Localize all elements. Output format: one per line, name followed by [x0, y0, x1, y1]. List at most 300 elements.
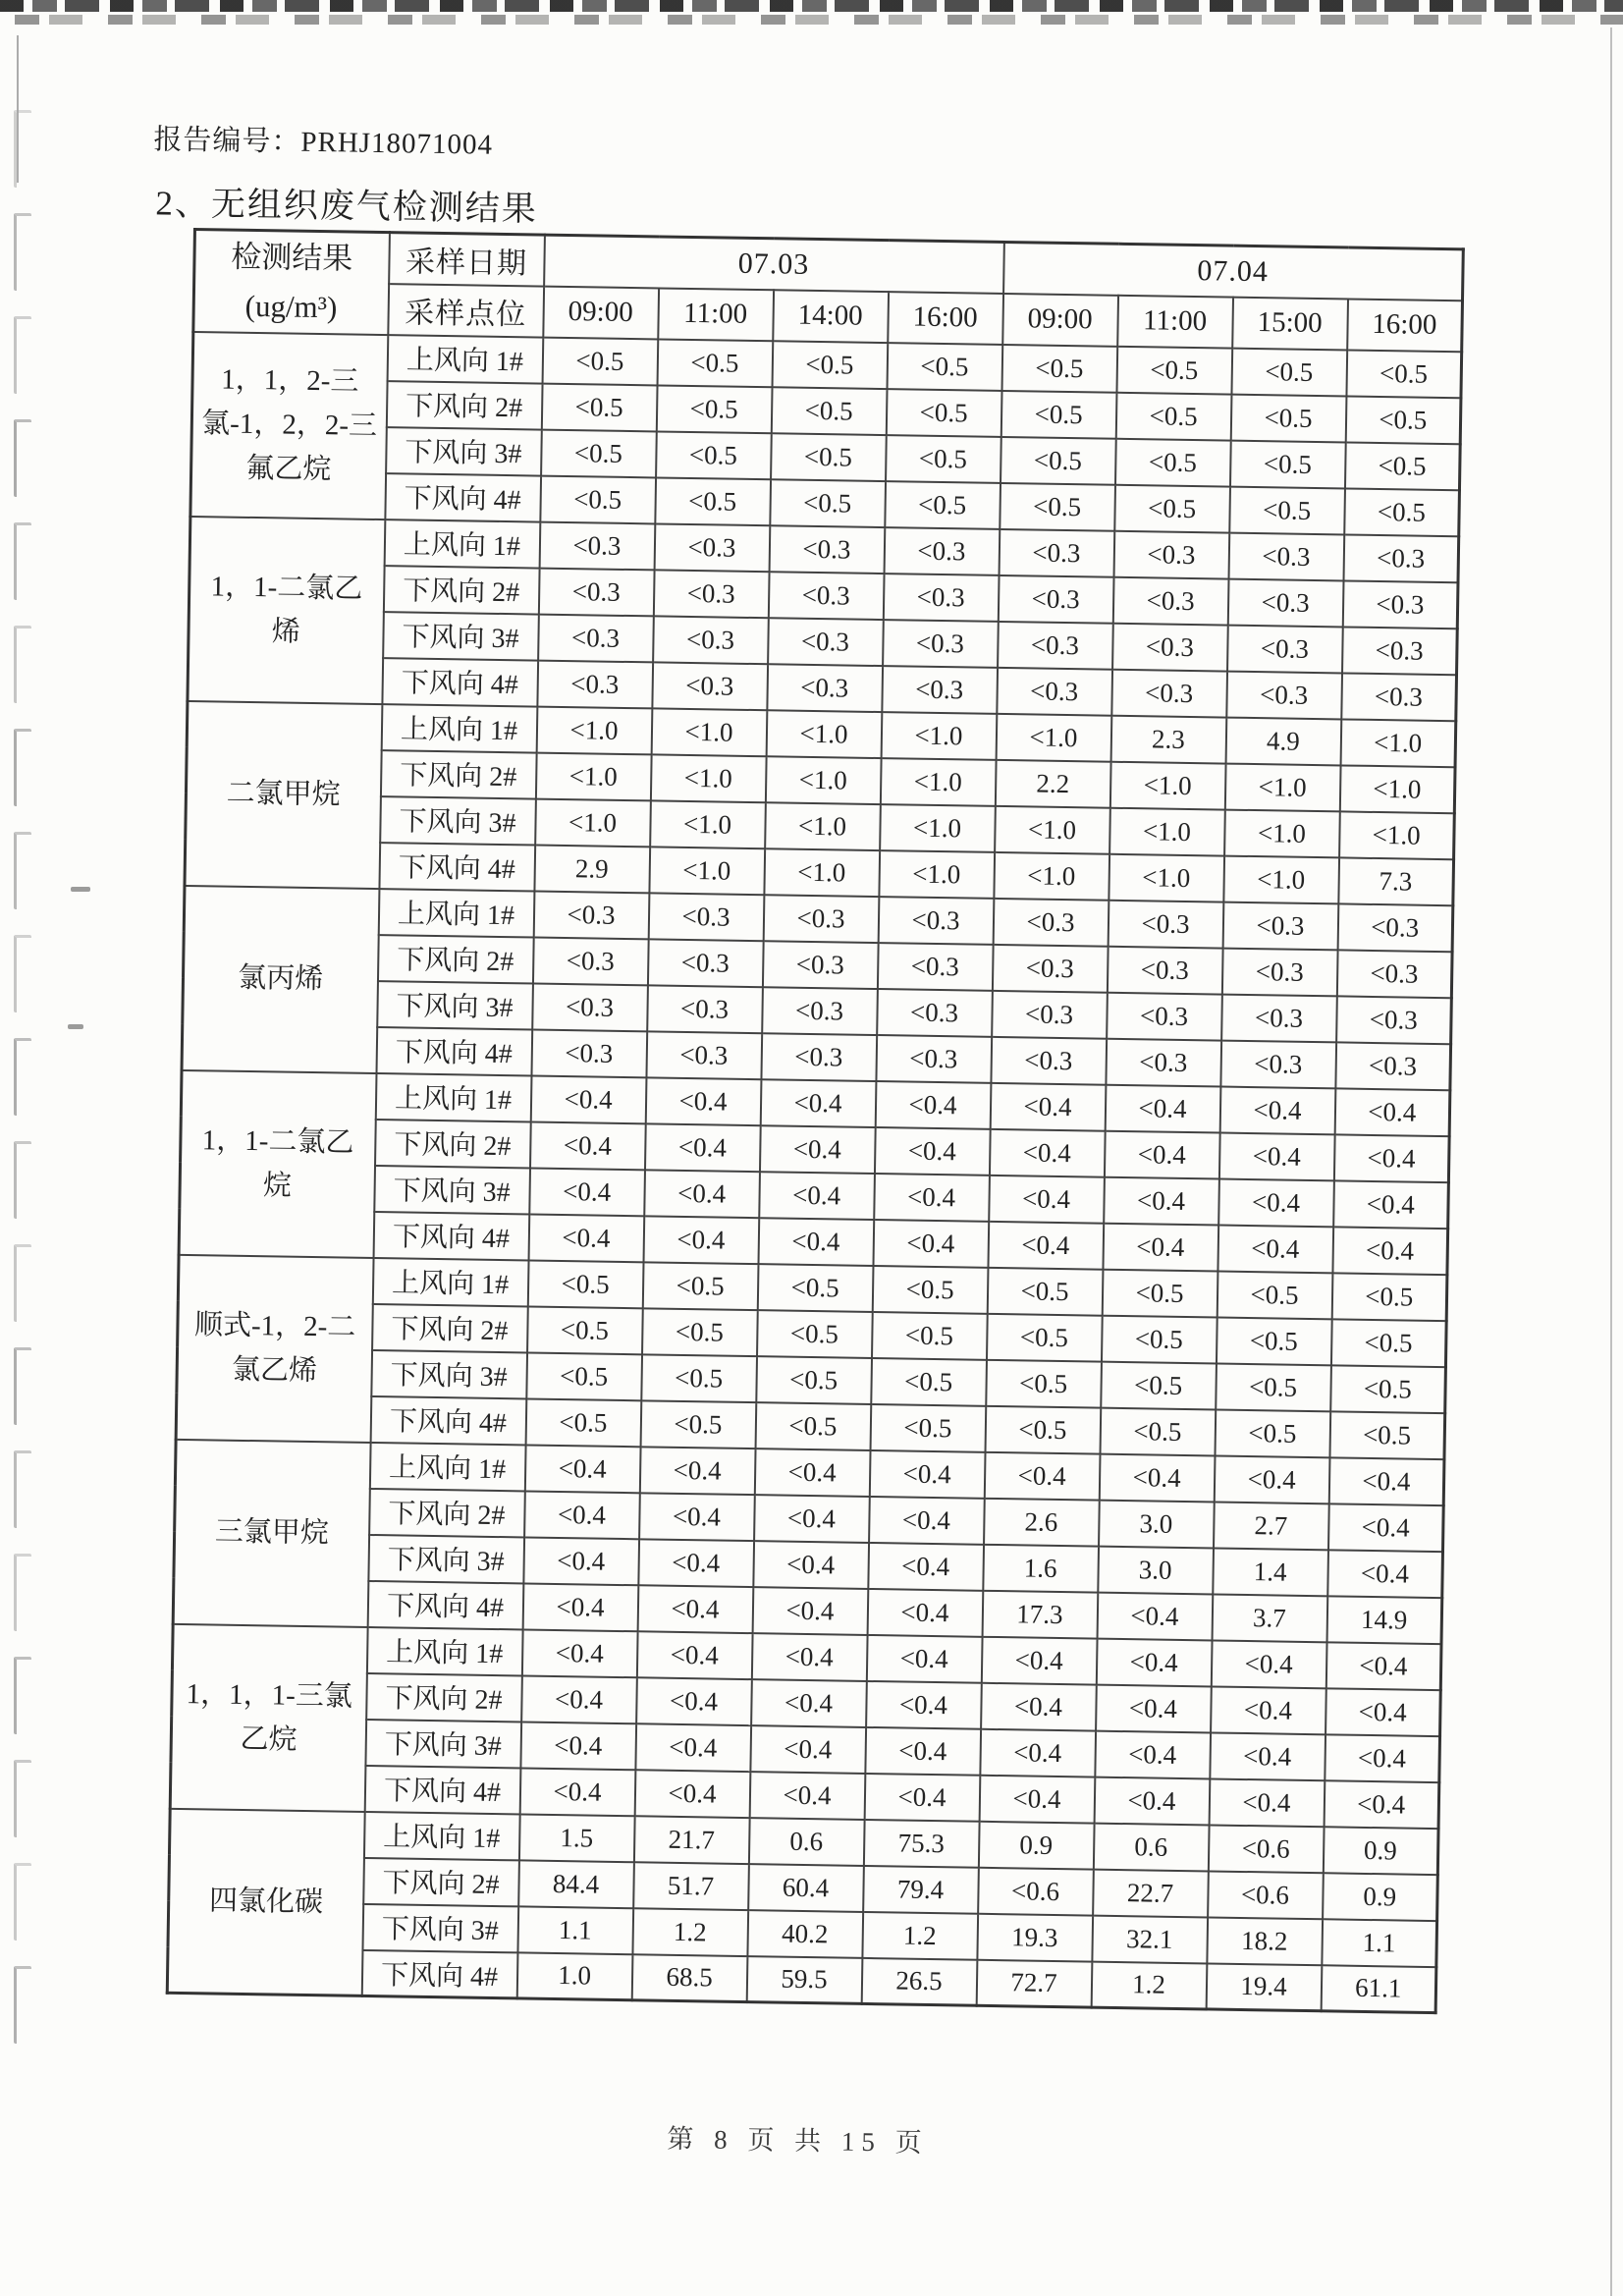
value-cell: <0.3 [538, 568, 654, 616]
value-cell: <1.0 [994, 851, 1109, 900]
value-cell: 60.4 [748, 1864, 864, 1912]
time-header: 15:00 [1232, 297, 1348, 350]
value-cell: <0.4 [521, 1675, 637, 1723]
value-cell: 7.3 [1338, 857, 1454, 905]
value-cell: <0.4 [1210, 1732, 1325, 1780]
value-cell: <0.4 [1104, 1130, 1219, 1178]
value-cell: 1.5 [518, 1814, 634, 1862]
analyte-cell: 二氯甲烷 [185, 700, 382, 888]
value-cell: <0.5 [872, 1311, 988, 1359]
value-cell: <1.0 [765, 802, 881, 850]
value-cell: <0.4 [752, 1587, 868, 1635]
corner-line1: 检测结果 [231, 239, 353, 276]
value-cell: <0.4 [988, 1221, 1104, 1269]
value-cell: 84.4 [518, 1860, 634, 1908]
analyte-cell: 氯丙烯 [182, 885, 379, 1072]
value-cell: <0.3 [997, 667, 1112, 715]
value-cell: <0.5 [540, 475, 656, 523]
value-cell: <0.4 [1103, 1223, 1218, 1271]
value-cell: <0.5 [1116, 346, 1232, 394]
value-cell: <0.3 [539, 521, 655, 570]
value-cell: <0.3 [1221, 994, 1337, 1042]
value-cell: <1.0 [995, 805, 1110, 853]
value-cell: 32.1 [1092, 1915, 1208, 1963]
value-cell: <0.4 [750, 1725, 866, 1774]
value-cell: <0.4 [873, 1220, 989, 1268]
value-cell: <0.4 [984, 1451, 1100, 1500]
value-cell: <0.3 [876, 1035, 992, 1083]
analyte-cell: 1，1，2-三氯-1，2，2-三氟乙烷 [190, 332, 388, 519]
time-header: 16:00 [1347, 299, 1463, 352]
value-cell: <1.0 [650, 754, 766, 802]
value-cell: <0.5 [987, 1267, 1103, 1315]
point-cell: 下风向 3# [365, 1719, 521, 1767]
time-header: 11:00 [1117, 295, 1233, 348]
value-cell: <0.3 [1112, 623, 1228, 671]
value-cell: <0.4 [1094, 1777, 1210, 1825]
value-cell: <0.5 [1101, 1315, 1217, 1363]
value-cell: <0.5 [756, 1356, 872, 1404]
value-cell: <0.5 [1345, 396, 1461, 444]
value-cell: <0.4 [644, 1123, 760, 1172]
value-cell: <0.5 [541, 429, 657, 477]
value-cell: <0.4 [1328, 1503, 1444, 1552]
value-cell: <0.4 [867, 1588, 983, 1636]
value-cell: <0.4 [636, 1677, 752, 1725]
value-cell: 59.5 [746, 1956, 862, 2004]
value-cell: <0.4 [1325, 1642, 1441, 1690]
point-cell: 下风向 3# [383, 612, 539, 660]
value-cell: <0.3 [1107, 992, 1222, 1040]
value-cell: <0.3 [1108, 900, 1223, 948]
value-cell: <1.0 [766, 710, 882, 758]
analyte-cell: 顺式-1，2-二氯乙烯 [176, 1254, 373, 1442]
point-cell: 上风向 1# [387, 335, 543, 383]
value-cell: <1.0 [535, 798, 651, 847]
value-cell: <0.5 [1101, 1361, 1217, 1409]
value-cell: 14.9 [1326, 1596, 1442, 1644]
value-cell: 2.7 [1214, 1502, 1329, 1550]
analyte-cell: 四氯化碳 [167, 1808, 364, 1995]
value-cell: <0.3 [882, 666, 998, 714]
value-cell: <1.0 [1109, 853, 1224, 902]
value-cell: <0.3 [1106, 1038, 1221, 1086]
point-cell: 下风向 4# [376, 1027, 532, 1075]
value-cell: <0.4 [1211, 1686, 1326, 1734]
value-cell: <0.5 [1331, 1273, 1447, 1321]
value-cell: <0.3 [532, 937, 648, 985]
section-title: 2、无组织废气检测结果 [155, 184, 539, 229]
value-cell: <0.3 [878, 897, 994, 945]
value-cell: <0.3 [538, 614, 654, 662]
value-cell: <0.4 [1095, 1730, 1211, 1778]
point-cell: 下风向 3# [377, 981, 533, 1029]
value-cell: <0.4 [1333, 1134, 1449, 1182]
value-cell: <0.4 [1096, 1638, 1212, 1686]
value-cell: <0.5 [772, 341, 888, 389]
value-cell: <0.4 [874, 1174, 990, 1222]
value-cell: <0.5 [1344, 488, 1460, 536]
value-cell: <0.5 [642, 1262, 758, 1310]
analyte-cell: 1，1-二氯乙烯 [188, 516, 385, 703]
value-cell: 1.6 [983, 1544, 1099, 1592]
value-cell: <0.5 [871, 1357, 987, 1405]
value-cell: <0.5 [1231, 348, 1347, 396]
value-cell: <0.4 [635, 1723, 751, 1772]
value-cell: <0.5 [755, 1402, 871, 1450]
value-cell: <0.4 [1219, 1086, 1335, 1134]
value-cell: <0.4 [754, 1449, 870, 1497]
value-cell: 3.0 [1098, 1546, 1214, 1594]
value-cell: <0.5 [657, 339, 773, 387]
value-cell: <0.3 [877, 989, 993, 1037]
value-cell: 72.7 [976, 1959, 1092, 2007]
value-cell: <0.5 [656, 385, 772, 433]
value-cell: <0.3 [1341, 673, 1457, 721]
value-cell: <0.4 [524, 1445, 640, 1493]
value-cell: 18.2 [1207, 1917, 1323, 1965]
value-cell: 1.2 [632, 1908, 748, 1956]
value-cell: <0.4 [868, 1542, 984, 1590]
value-cell: <0.3 [992, 990, 1108, 1038]
corner-header [193, 230, 390, 335]
date-header-0703: 07.03 [544, 235, 1004, 293]
value-cell: <0.3 [532, 983, 648, 1031]
value-cell: <0.4 [521, 1629, 637, 1677]
value-cell: <0.3 [531, 1029, 647, 1077]
time-header: 16:00 [888, 292, 1003, 345]
point-cell: 下风向 3# [386, 427, 542, 475]
value-cell: <0.4 [645, 1077, 761, 1125]
value-cell: <0.3 [652, 662, 768, 710]
value-cell: <0.4 [1218, 1132, 1334, 1180]
value-cell: 3.0 [1099, 1500, 1215, 1548]
value-cell: <0.4 [754, 1495, 870, 1543]
value-cell: <0.5 [887, 343, 1002, 391]
value-cell: 2.6 [984, 1498, 1100, 1546]
value-cell: <0.4 [634, 1770, 750, 1818]
value-cell: <0.3 [1227, 578, 1343, 627]
corner-line2: (ug/m³) [244, 288, 338, 325]
time-header: 09:00 [543, 286, 659, 339]
analyte-cell: 1，1-二氯乙烷 [179, 1069, 376, 1257]
value-cell: <0.5 [655, 477, 771, 525]
value-cell: <0.3 [761, 1033, 877, 1081]
value-cell: <0.5 [770, 479, 886, 527]
value-cell: 51.7 [633, 1862, 749, 1910]
point-cell: 下风向 3# [362, 1903, 518, 1951]
point-cell: 上风向 1# [372, 1258, 528, 1306]
value-cell: <0.4 [989, 1175, 1105, 1223]
value-cell: <0.5 [1102, 1269, 1217, 1317]
value-cell: <0.3 [1112, 576, 1228, 625]
value-cell: <0.3 [883, 574, 999, 622]
value-cell: <1.0 [649, 847, 765, 895]
value-cell: <1.0 [1340, 719, 1456, 767]
value-cell: <0.5 [1329, 1411, 1445, 1459]
value-cell: <0.3 [1221, 948, 1337, 996]
value-cell: <0.4 [751, 1633, 867, 1681]
value-cell: <0.3 [768, 572, 884, 620]
value-cell: <0.3 [1342, 627, 1458, 675]
point-cell: 上风向 1# [363, 1811, 519, 1859]
point-cell: 下风向 4# [364, 1765, 520, 1813]
value-cell: <0.5 [872, 1265, 988, 1313]
value-cell: <0.4 [1327, 1550, 1443, 1598]
point-cell: 下风向 2# [377, 935, 533, 983]
point-cell: 上风向 1# [375, 1073, 531, 1121]
value-cell: <0.3 [993, 898, 1109, 946]
value-cell: <1.0 [651, 708, 767, 756]
value-cell: <0.3 [999, 528, 1114, 576]
value-cell: <0.3 [769, 525, 885, 574]
point-cell: 下风向 2# [372, 1303, 528, 1351]
value-cell: <0.3 [884, 527, 1000, 575]
point-cell: 上风向 1# [369, 1442, 525, 1490]
point-cell: 下风向 2# [363, 1857, 519, 1905]
value-cell: <0.4 [530, 1075, 646, 1123]
value-cell: <0.4 [865, 1726, 981, 1775]
value-cell: <0.4 [1097, 1592, 1213, 1640]
value-cell: 61.1 [1321, 1965, 1436, 2013]
value-cell: <0.4 [1218, 1178, 1334, 1227]
point-cell: 下风向 2# [366, 1672, 522, 1721]
value-cell: <0.4 [519, 1768, 635, 1816]
value-cell: <0.5 [1216, 1363, 1331, 1411]
value-cell: <0.4 [1324, 1780, 1439, 1829]
value-cell: 21.7 [633, 1816, 749, 1864]
value-cell: <0.4 [520, 1722, 636, 1770]
page-footer: 第 8 页 共 15 页 [667, 2123, 929, 2158]
value-cell: 1.4 [1213, 1548, 1328, 1596]
value-cell: <0.5 [1001, 436, 1116, 484]
value-cell: <0.5 [771, 387, 887, 435]
point-cell: 下风向 2# [386, 381, 542, 429]
point-cell: 下风向 4# [379, 843, 535, 891]
value-cell: 40.2 [747, 1910, 863, 1958]
value-cell: <1.0 [650, 800, 766, 848]
value-cell: <0.3 [1228, 532, 1344, 580]
value-cell: 19.3 [977, 1913, 1093, 1961]
value-cell: 26.5 [861, 1957, 977, 2005]
value-cell: <0.4 [990, 1082, 1106, 1130]
value-cell: <0.3 [1336, 950, 1452, 998]
value-cell: <0.3 [653, 570, 769, 618]
value-cell: <0.4 [875, 1081, 991, 1129]
value-cell: <0.4 [639, 1447, 755, 1495]
value-cell: <0.4 [759, 1125, 875, 1174]
value-cell: 1.2 [1091, 1961, 1207, 2009]
value-cell: <0.3 [647, 939, 763, 987]
value-cell: <0.5 [1230, 394, 1346, 442]
value-cell: <0.3 [1107, 946, 1222, 994]
value-cell: <1.0 [536, 706, 652, 754]
value-cell: <1.0 [1339, 811, 1455, 859]
value-cell: <0.4 [989, 1128, 1105, 1176]
value-cell: <0.5 [527, 1306, 643, 1354]
value-cell: <0.4 [1217, 1225, 1333, 1273]
value-cell: <0.5 [640, 1400, 756, 1449]
value-cell: <0.3 [1335, 1042, 1451, 1090]
value-cell: <0.3 [654, 523, 770, 572]
value-cell: 1.0 [516, 1952, 632, 2000]
value-cell: <0.3 [992, 944, 1108, 992]
value-cell: <0.5 [1330, 1319, 1446, 1367]
value-cell: <0.4 [1214, 1455, 1329, 1503]
results-table [166, 228, 1465, 2014]
value-cell: <0.4 [760, 1079, 876, 1127]
point-cell: 下风向 4# [385, 473, 541, 521]
point-cell: 下风向 4# [373, 1212, 529, 1260]
point-cell: 上风向 1# [378, 889, 534, 937]
value-cell: <0.4 [637, 1585, 753, 1633]
value-cell: <0.3 [767, 664, 883, 712]
value-cell: 19.4 [1206, 1963, 1322, 2011]
value-cell: <0.5 [1001, 390, 1116, 438]
point-cell: 下风向 4# [370, 1395, 526, 1444]
value-cell: <0.3 [762, 941, 878, 989]
point-cell: 下风向 4# [382, 658, 538, 706]
value-cell: 0.9 [1323, 1873, 1438, 1921]
value-cell: <0.5 [885, 481, 1001, 529]
value-cell: <1.0 [1339, 765, 1455, 813]
value-cell: <0.5 [1001, 344, 1117, 392]
value-cell: 2.9 [534, 845, 650, 893]
value-cell: <1.0 [1224, 763, 1340, 811]
value-cell: 68.5 [631, 1954, 747, 2002]
value-cell: <1.0 [879, 850, 995, 899]
value-cell: <0.4 [869, 1496, 985, 1544]
value-cell: <0.3 [1113, 530, 1229, 578]
value-cell: <0.4 [864, 1773, 980, 1821]
value-cell: <1.0 [764, 848, 880, 897]
value-cell: <0.4 [1099, 1453, 1215, 1502]
value-cell: <0.4 [759, 1172, 875, 1220]
value-cell: <0.5 [1115, 392, 1231, 440]
value-cell: <0.4 [522, 1583, 638, 1631]
value-cell: <1.0 [1224, 809, 1340, 857]
value-cell: <0.3 [1220, 1040, 1336, 1088]
point-cell: 下风向 2# [383, 566, 539, 614]
value-cell: 0.6 [748, 1818, 864, 1866]
value-cell: <0.4 [524, 1491, 640, 1539]
value-cell: <0.4 [979, 1775, 1095, 1823]
value-cell: <0.4 [523, 1537, 639, 1585]
point-cell: 上风向 1# [381, 704, 537, 752]
point-cell: 下风向 2# [375, 1120, 531, 1168]
value-cell: <0.4 [1334, 1088, 1450, 1136]
value-cell: <0.5 [526, 1352, 642, 1400]
value-cell: <0.4 [643, 1216, 759, 1264]
point-cell: 下风向 2# [369, 1488, 525, 1536]
value-cell: <1.0 [880, 804, 996, 852]
value-cell: <0.5 [642, 1308, 758, 1356]
value-cell: <0.5 [870, 1403, 986, 1451]
value-cell: <0.5 [1217, 1271, 1332, 1319]
value-cell: <0.4 [866, 1680, 982, 1728]
value-cell: 0.9 [978, 1821, 1094, 1869]
value-cell: 17.3 [982, 1590, 1098, 1638]
sample-date-header: 采样日期 [389, 233, 545, 286]
value-cell: <1.0 [880, 758, 996, 806]
value-cell: <0.4 [638, 1539, 754, 1587]
point-cell: 下风向 3# [368, 1534, 524, 1582]
value-cell: <0.4 [753, 1541, 869, 1589]
value-cell: <0.4 [749, 1772, 865, 1820]
point-cell: 下风向 3# [380, 796, 536, 845]
point-cell: 下风向 4# [361, 1949, 517, 1997]
value-cell: <1.0 [1223, 855, 1339, 903]
value-cell: <1.0 [765, 756, 881, 804]
value-cell: <0.3 [1342, 580, 1458, 629]
value-cell: <0.3 [998, 621, 1113, 669]
value-cell: <0.4 [758, 1218, 874, 1266]
value-cell: <0.4 [1333, 1180, 1449, 1229]
value-cell: <0.5 [985, 1405, 1101, 1453]
value-cell: <0.5 [757, 1264, 873, 1312]
value-cell: <0.3 [1337, 903, 1453, 952]
point-cell: 下风向 3# [371, 1349, 527, 1397]
value-cell: <0.4 [1332, 1227, 1448, 1275]
value-cell: <0.5 [1216, 1317, 1331, 1365]
value-cell: <0.5 [1229, 486, 1345, 534]
sample-point-header: 采样点位 [388, 284, 544, 337]
date-header-0704: 07.04 [1003, 242, 1464, 300]
value-cell: <0.4 [751, 1679, 867, 1727]
value-cell: <0.3 [1227, 625, 1343, 673]
value-cell: <0.4 [874, 1127, 990, 1175]
value-cell: <0.3 [1222, 902, 1338, 950]
value-cell: <0.4 [981, 1682, 1097, 1730]
value-cell: <0.5 [541, 383, 657, 431]
value-cell: <1.0 [1109, 807, 1225, 855]
value-cell: <0.5 [986, 1359, 1102, 1407]
value-cell: <0.5 [1215, 1409, 1330, 1457]
value-cell: <0.3 [768, 618, 884, 666]
value-cell: <0.3 [653, 616, 769, 664]
value-cell: <0.5 [886, 435, 1001, 483]
value-cell: <0.3 [998, 574, 1113, 623]
value-cell: <0.4 [1096, 1684, 1212, 1732]
value-cell: <0.5 [656, 431, 772, 479]
value-cell: <0.5 [1114, 484, 1230, 532]
value-cell: <0.4 [639, 1493, 755, 1541]
value-cell: <0.4 [1211, 1640, 1326, 1688]
value-cell: 75.3 [863, 1819, 979, 1867]
value-cell: <1.0 [881, 712, 997, 760]
value-cell: <0.4 [1325, 1734, 1440, 1782]
value-cell: 79.4 [863, 1865, 979, 1913]
value-cell: <0.3 [1343, 534, 1459, 582]
value-cell: <0.5 [1000, 482, 1115, 530]
value-cell: <0.4 [981, 1636, 1097, 1684]
value-cell: <0.4 [980, 1728, 1096, 1777]
value-cell: 1.1 [517, 1906, 633, 1954]
value-cell: <0.5 [1229, 440, 1345, 488]
value-cell: <0.4 [869, 1449, 985, 1498]
value-cell: <0.4 [530, 1121, 646, 1170]
value-cell: <0.4 [1325, 1688, 1441, 1736]
value-cell: 1.2 [862, 1911, 978, 1959]
value-cell: 1.1 [1322, 1919, 1437, 1967]
value-cell: <0.5 [1330, 1365, 1446, 1413]
value-cell: <0.3 [1111, 669, 1227, 717]
value-cell: 0.6 [1093, 1823, 1209, 1871]
value-cell: <0.6 [1208, 1871, 1324, 1919]
value-cell: 2.3 [1110, 715, 1226, 763]
value-cell: <0.4 [866, 1634, 982, 1682]
value-cell: <0.5 [1346, 350, 1462, 398]
